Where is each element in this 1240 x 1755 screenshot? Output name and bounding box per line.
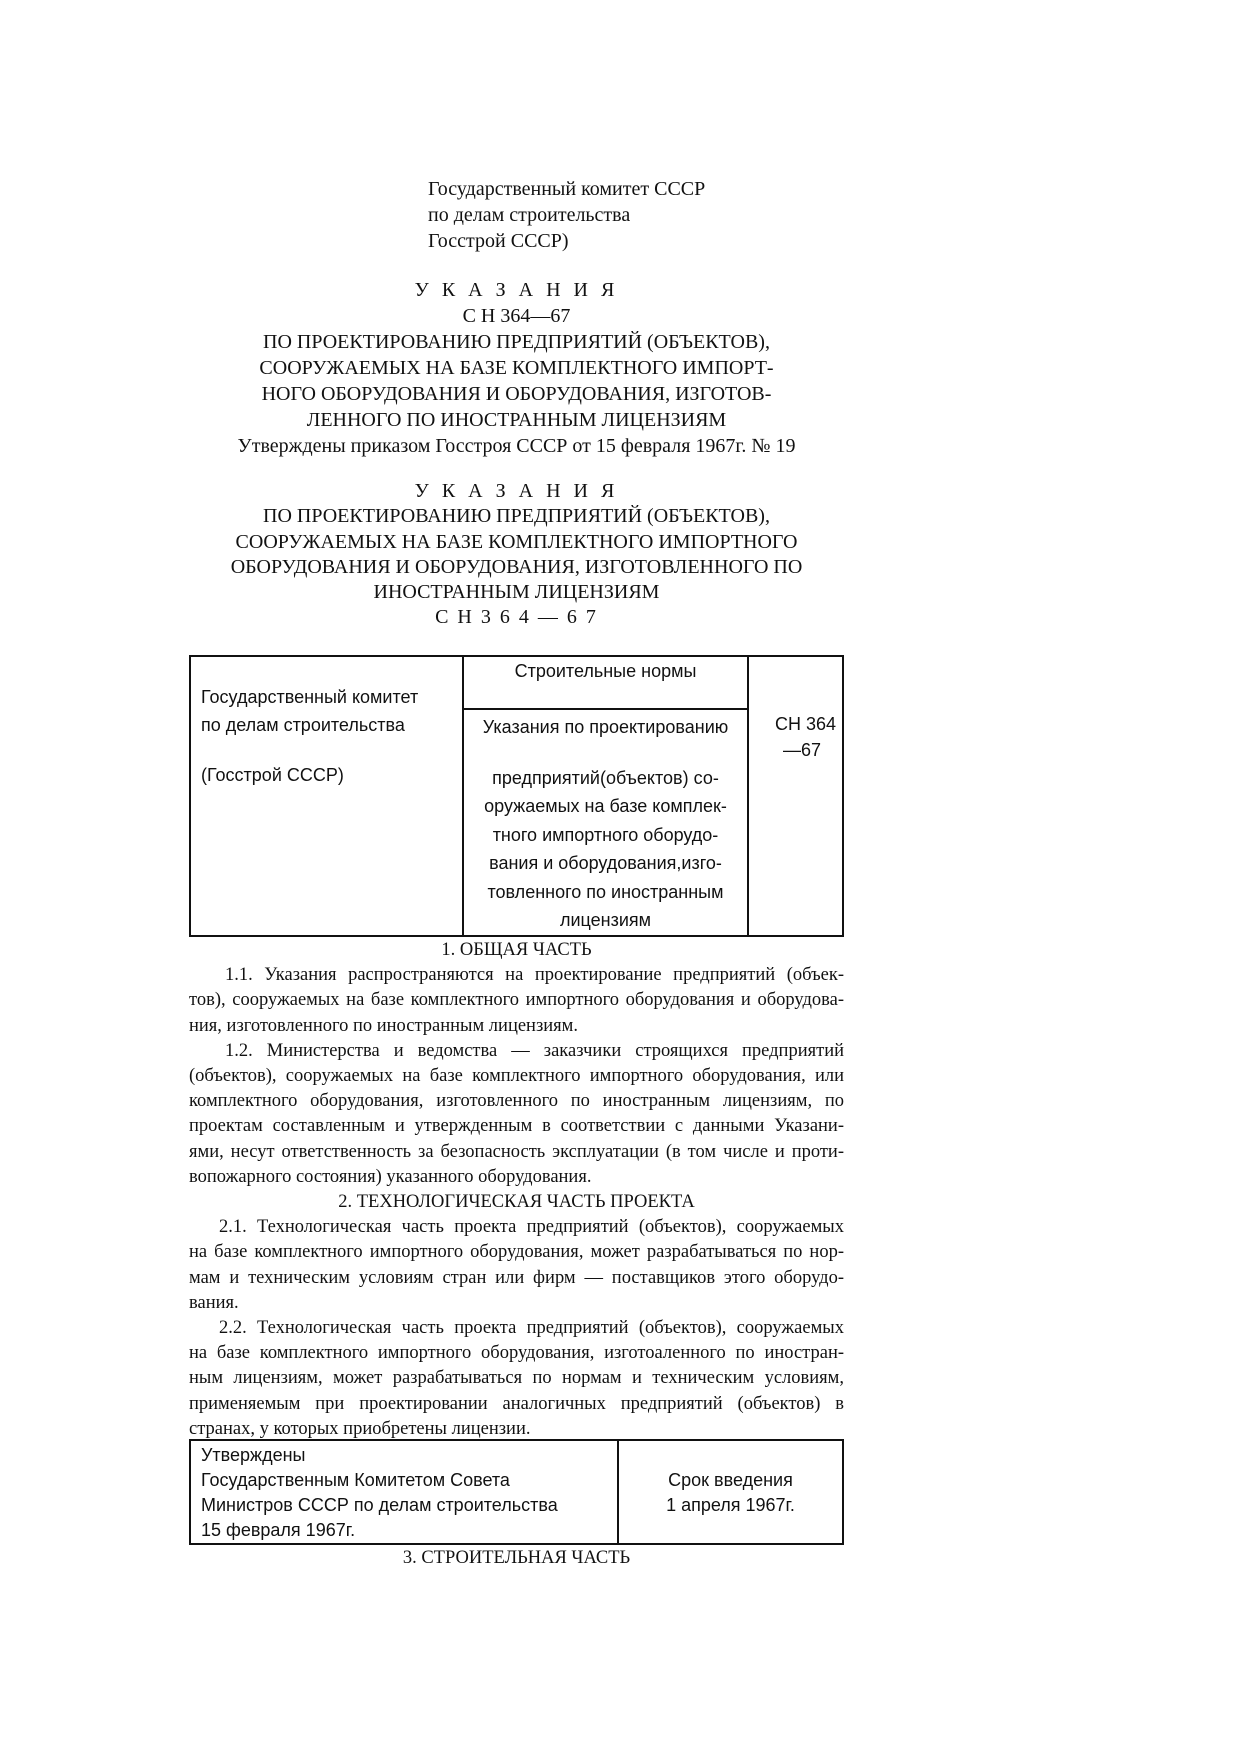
section-heading: 3. СТРОИТЕЛЬНАЯ ЧАСТЬ	[402, 1548, 631, 1568]
cell-line: Государственным Комитетом Совета	[201, 1470, 510, 1490]
document-title-block	[189, 277, 844, 459]
section-heading: 2. ТЕХНОЛОГИЧЕСКАЯ ЧАСТЬ ПРОЕКТА	[338, 1192, 695, 1213]
cell-line: Указания по проектированию	[482, 717, 729, 737]
title-line: ПО ПРОЕКТИРОВАНИЮ ПРЕДПРИЯТИЙ (ОБЪЕКТОВ),	[263, 331, 770, 353]
paragraph-line: 1.2. Министерства и ведомства — заказчики строящихся предприятий	[225, 1040, 844, 1061]
cell-line: Срок введения	[668, 1470, 793, 1490]
title-line: ОБОРУДОВАНИЯ И ОБОРУДОВАНИЯ, ИЗГОТОВЛЕННОГО ПО	[230, 555, 803, 578]
paragraph-line: на базе комплектного импортного оборудования, изготоаленного по иностран-	[189, 1343, 844, 1364]
paragraph-line: вопожарного состояния) указанного оборудования.	[189, 1166, 592, 1187]
paragraph-line: ным лицензиям, может разрабатываться по нормам и техническим условиям,	[189, 1368, 844, 1389]
cell-line: Министров СССР по делам строительства	[201, 1495, 558, 1515]
cell-line: предприятий(объектов) со-	[492, 767, 719, 788]
title-line: НОГО ОБОРУДОВАНИЯ И ОБОРУДОВАНИЯ, ИЗГОТОВ-	[261, 383, 772, 405]
norms-title-cell	[463, 709, 748, 936]
paragraph-line: вания.	[189, 1292, 239, 1313]
document-body	[189, 938, 844, 1442]
paragraph-line: мам и техническим условиям стран или фирм — поставщиков этого оборудо-	[189, 1267, 844, 1288]
title-code: С Н 3 6 4 — 6 7	[435, 606, 598, 629]
paragraph-line: тов), сооружаемых на базе комплектного импортного оборудования и оборудова-	[189, 990, 844, 1011]
approval-line: Утверждены приказом Госстроя СССР от 15 февраля 1967г. № 19	[237, 435, 796, 457]
cell-line: оружаемых на базе комплек-	[484, 796, 727, 816]
title-line: ЛЕННОГО ПО ИНОСТРАННЫМ ЛИЦЕНЗИЯМ	[306, 409, 727, 431]
cell-line: Государственный комитет	[201, 687, 419, 707]
approval-table	[189, 1439, 844, 1545]
title-line: ИНОСТРАННЫМ ЛИЦЕНЗИЯМ	[373, 581, 660, 604]
norms-type-cell	[463, 656, 748, 709]
issuer-line: по делам строительства	[428, 204, 631, 226]
cell-line: товленного по иностранным	[487, 881, 724, 902]
title-code: С Н 364—67	[462, 305, 571, 327]
approval-cell	[190, 1440, 618, 1544]
paragraph-line: 2.1. Технологическая часть проекта предприятий (объектов), сооружаемых	[219, 1217, 844, 1238]
cell-line: тного импортного оборудо-	[492, 824, 719, 845]
cell-line: 1 апреля 1967г.	[666, 1495, 795, 1515]
issuer-line: Государственный комитет СССР	[428, 178, 706, 200]
paragraph-line: ния, изготовленного по иностранным лицензиям.	[189, 1015, 579, 1036]
section-heading: 1. ОБЩАЯ ЧАСТЬ	[441, 940, 592, 960]
paragraph-line: странах, у которых приобретены лицензии.	[189, 1418, 531, 1439]
paragraph-line: (объектов), сооружаемых на базе комплектного импортного оборудования, или	[189, 1066, 844, 1087]
paragraph-line: на базе комплектного импортного оборудования, может разрабатываться по нор-	[189, 1242, 844, 1263]
cell-text: Строительные нормы	[514, 661, 697, 681]
effective-date-cell	[618, 1440, 843, 1544]
title-word: У К А З А Н И Я	[414, 279, 619, 301]
issuer-line: Госстрой СССР)	[428, 230, 569, 252]
issuer-cell	[190, 656, 463, 936]
cell-line: СН 364	[774, 714, 836, 734]
title-word: У К А З А Н И Я	[414, 480, 619, 502]
paragraph-line: проектам составленным и утвержденным в соответствии с данными Указани-	[189, 1116, 844, 1137]
title-line: СООРУЖАЕМЫХ НА БАЗЕ КОМПЛЕКТНОГО ИМПОРТ-	[259, 357, 774, 379]
paragraph-line: ями, несут ответственность за безопасность эксплуатации (в том числе и проти-	[189, 1141, 844, 1162]
paragraph-line: комплектного оборудования, изготовленного по иностранным лицензиям, по	[189, 1091, 844, 1112]
cell-line: лицензиям	[559, 910, 652, 930]
document-title-block-2	[189, 479, 844, 631]
cell-line: по делам строительства	[201, 715, 405, 735]
norms-header-table	[189, 655, 844, 937]
title-line: ПО ПРОЕКТИРОВАНИЮ ПРЕДПРИЯТИЙ (ОБЪЕКТОВ),	[263, 505, 770, 528]
title-line: СООРУЖАЕМЫХ НА БАЗЕ КОМПЛЕКТНОГО ИМПОРТНОГО	[235, 530, 798, 553]
cell-line: 15 февраля 1967г.	[201, 1520, 356, 1540]
paragraph-line: 1.1. Указания распространяются на проектирование предприятий (объек-	[225, 965, 844, 986]
issuer-header	[428, 176, 705, 254]
cell-line: (Госстрой СССР)	[201, 765, 344, 785]
paragraph-line: применяемым при проектировании аналогичных предприятий (объектов) в	[189, 1393, 844, 1414]
cell-line: вания и оборудования,изго-	[489, 853, 722, 873]
paragraph-line: 2.2. Технологическая часть проекта предприятий (объектов), сооружаемых	[219, 1318, 844, 1339]
cell-line: Утверждены	[201, 1445, 306, 1465]
cell-line: —67	[783, 740, 822, 760]
code-cell	[748, 656, 843, 936]
